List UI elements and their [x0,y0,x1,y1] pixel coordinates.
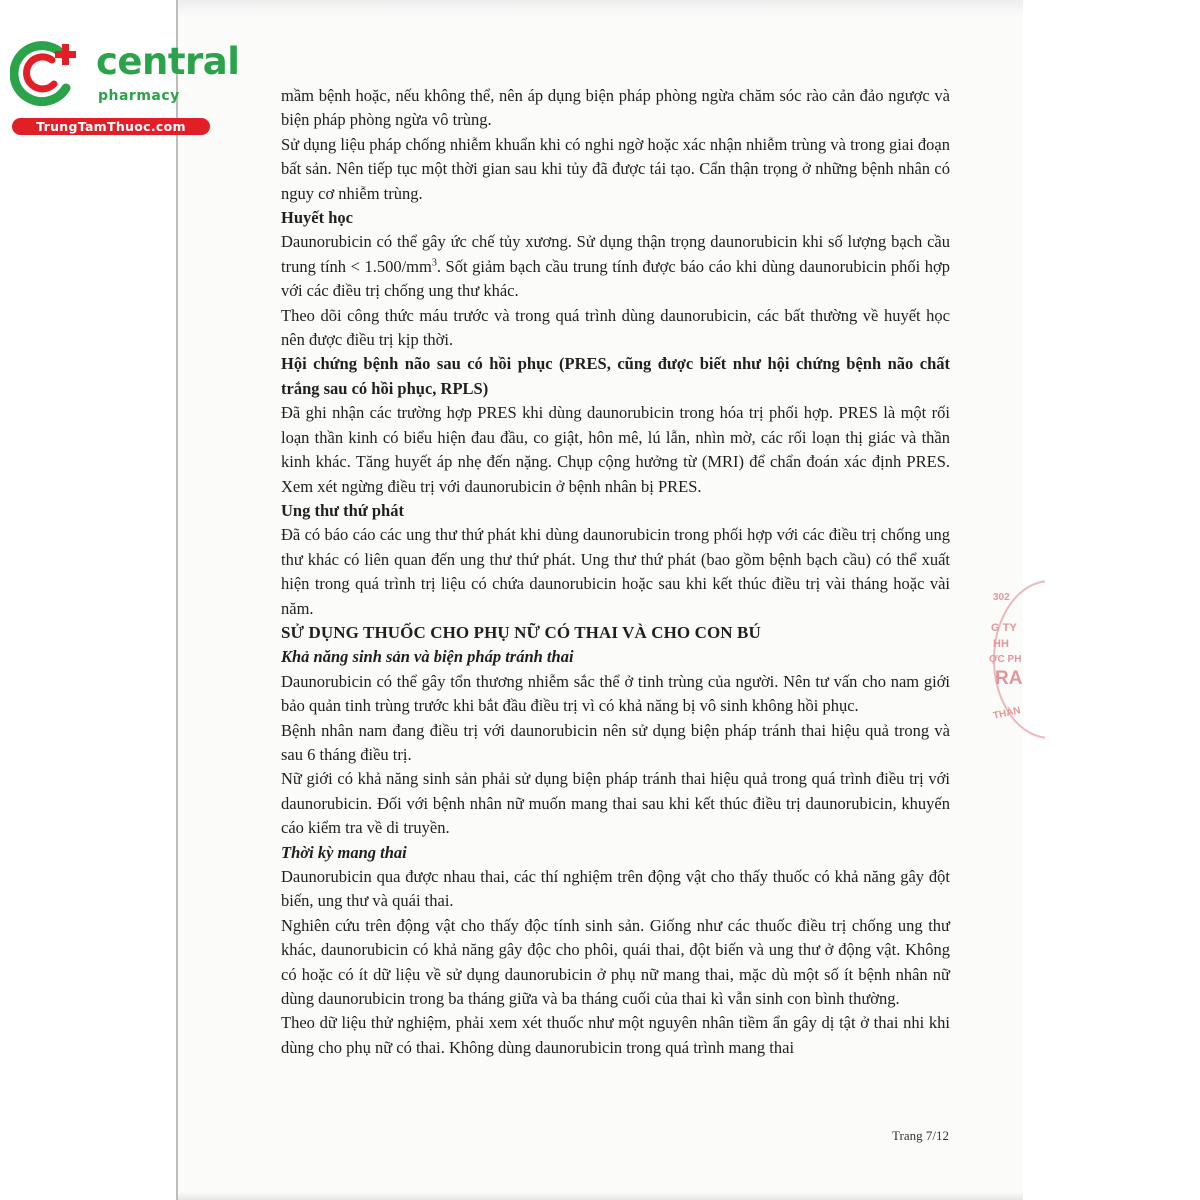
central-pharmacy-logo[interactable] [10,38,240,138]
paragraph: Đã ghi nhận các trường hợp PRES khi dùng daunorubicin trong hóa trị phối hợp. PRES là một rối loạn thần kinh có biểu hiện đau đầu, co giật, hôn mê, lú lẫn, nhìn mờ, các rối loạn thị giác và thần kinh khác. Tăng huyết áp nhẹ đến nặng. Chụp cộng hưởng từ (MRI) để chẩn đoán xác định PRES. Xem xét ngừng điều trị với daunorubicin ở bệnh nhân bị PRES. [281,403,950,496]
paragraph: Theo dõi công thức máu trước và trong quá trình dùng daunorubicin, các bất thường về huyết học nên được điều trị kịp thời. [281,305,950,350]
stamp-text: RA [995,668,1023,689]
pharmacy-cross-icon [10,40,82,106]
heading-pres: Hội chứng bệnh não sau có hồi phục (PRES, cũng được biết như hội chứng bệnh não chất trắng sau có hồi phục, RPLS) [281,354,950,398]
page-edge [176,0,178,1200]
document-body [281,84,950,1060]
paragraph: Nghiên cứu trên động vật cho thấy độc tính sinh sản. Giống như các thuốc điều trị chống ung thư khác, daunorubicin có khả năng gây độc cho phôi, quái thai, đột biến và ung thư ở động vật. Không có hoặc có ít dữ liệu về sử dụng daunorubicin ở phụ nữ mang thai, mặc dù một số ít bệnh nhân nữ dùng daunorubicin trong ba tháng giữa và ba tháng cuối của thai kì vẫn sinh con bình thường. [281,915,950,1009]
logo-subtitle: pharmacy [98,88,180,104]
paragraph: Nữ giới có khả năng sinh sản phải sử dụng biện pháp tránh thai hiệu quả trong quá trình điều trị với daunorubicin. Đối với bệnh nhân nữ muốn mang thai sau khi kết thúc điều trị daunorubicin, khuyến cáo kiểm tra về di truyền. [281,769,950,838]
stamp-text: THÀN [992,705,1022,722]
page-number: Trang 7/12 [892,1128,949,1143]
logo-website-badge[interactable]: TrungTamThuoc.com [12,118,210,135]
paragraph: Daunorubicin có thể gây tổn thương nhiễm sắc thể ở tinh trùng của người. Nên tư vấn cho nam giới bảo quản tinh trùng trước khi bắt đầu điều trị vì có khả năng bị vô sinh không hồi phục. [281,671,950,716]
subheading-fertility: Khả năng sinh sản và biện pháp tránh thai [281,647,574,667]
stamp-text: ỢC PH [989,654,1022,665]
paragraph: Daunorubicin có thể gây ức chế tủy xương. Sử dụng thận trọng daunorubicin khi số lượng bạch cầu trung tính < $1.500/mm^3$. Sốt giảm bạch cầu trung tính được báo cáo khi dùng daunorubicin phối hợp với các điều trị chống ung thư khác. [281,232,950,301]
page-bottom-shadow [178,1192,1023,1200]
paragraph: Sử dụng liệu pháp chống nhiễm khuẩn khi có nghi ngờ hoặc xác nhận nhiễm trùng và trong giai đoạn bất sản. Nên tiếp tục một thời gian sau khi tủy đã được tái tạo. Cẩn thận trọng ở những bệnh nhân có nguy cơ nhiễm trùng. [281,134,950,203]
paragraph: Bệnh nhân nam đang điều trị với daunorubicin nên sử dụng biện pháp tránh thai hiệu quả trong và sau 6 tháng điều trị. [281,720,950,764]
paragraph: Theo dữ liệu thử nghiệm, phải xem xét thuốc như một nguyên nhân tiềm ẩn gây dị tật ở thai nhi khi dùng cho phụ nữ có thai. Không dùng daunorubicin trong quá trình mang thai [281,1013,950,1057]
logo-brand-text: central [96,40,240,83]
section-heading-pregnancy: SỬ DỤNG THUỐC CHO PHỤ NỮ CÓ THAI VÀ CHO CON BÚ [281,622,761,642]
paragraph: Đã có báo cáo các ung thư thứ phát khi dùng daunorubicin trong phối hợp với các điều trị chống ung thư khác có liên quan đến ung thư thứ phát. Ung thư thứ phát (bao gồm bệnh bạch cầu) có thể xuất hiện trong quá trình trị liệu có chứa daunorubicin hoặc sau khi kết thúc điều trị vài tháng hoặc vài năm. [281,525,950,618]
paragraph: Daunorubicin qua được nhau thai, các thí nghiệm trên động vật cho thấy thuốc có khả năng gây đột biến, ung thư và quái thai. [281,867,950,911]
subheading-pregnancy-period: Thời kỳ mang thai [281,842,407,862]
stamp-text: G TY [991,622,1017,634]
stamp-text: HH [993,638,1009,650]
company-stamp [985,580,1045,740]
page-top-shadow [178,0,1023,16]
paragraph: mầm bệnh hoặc, nếu không thể, nên áp dụng biện pháp phòng ngừa chăm sóc rào cản đảo ngược và biện pháp phòng ngừa vô trùng. [281,86,950,130]
heading-huyet-hoc: Huyết học [281,208,353,228]
heading-ung-thu-thu-phat: Ung thư thứ phát [281,500,404,520]
stamp-text: 302 [993,592,1010,603]
